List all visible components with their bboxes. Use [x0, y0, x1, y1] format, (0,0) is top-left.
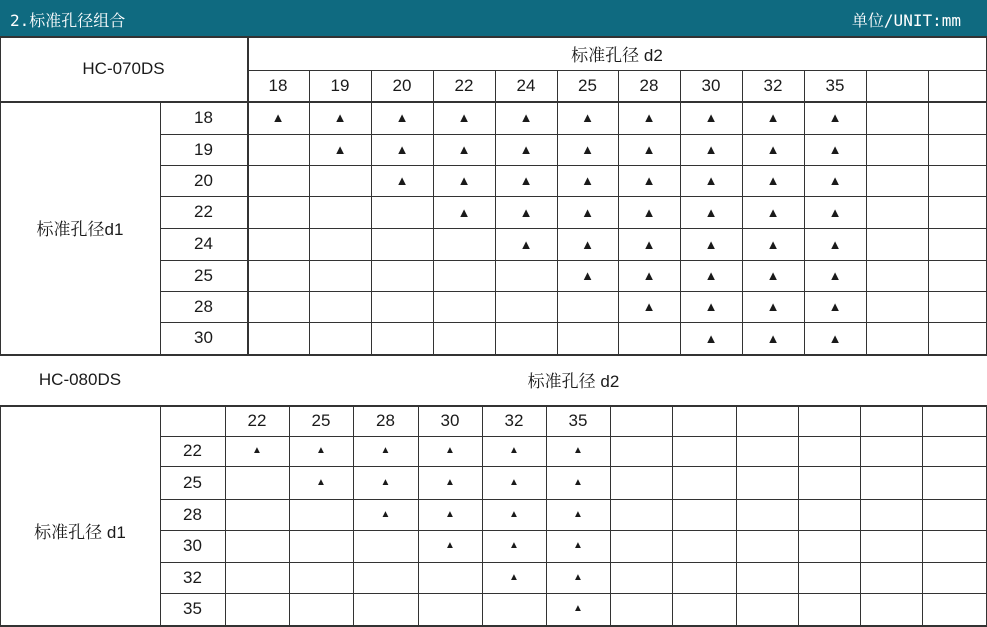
- col-header-d2: 标准孔径 d2: [527, 372, 620, 391]
- grid-line: [672, 405, 673, 625]
- combination-mark: ▲: [457, 142, 471, 157]
- combination-mark: ▲: [509, 445, 519, 456]
- hole-diameter-combination-table: [0, 36, 987, 627]
- combination-mark: ▲: [519, 204, 533, 220]
- combination-mark: ▲: [509, 571, 519, 583]
- d1-value: 20: [194, 170, 213, 190]
- d1-value: 22: [183, 441, 202, 460]
- d2-value: 24: [516, 75, 536, 95]
- combination-mark: ▲: [316, 476, 326, 488]
- combination-mark: ▲: [828, 299, 842, 314]
- combination-mark: ▲: [581, 268, 594, 283]
- combination-mark: ▲: [828, 110, 842, 125]
- combination-mark: ▲: [704, 173, 718, 188]
- d1-value: 18: [194, 107, 213, 127]
- combination-mark: ▲: [519, 236, 533, 252]
- grid-line: [860, 405, 861, 625]
- unit-label: 单位/UNIT:mm: [851, 11, 961, 30]
- grid-line: [928, 70, 929, 354]
- combination-mark: ▲: [573, 445, 583, 456]
- combination-mark: ▲: [642, 236, 656, 252]
- combination-mark: ▲: [581, 110, 594, 125]
- combination-mark: ▲: [642, 173, 656, 188]
- combination-mark: ▲: [380, 508, 391, 520]
- d2-value: 30: [440, 410, 460, 430]
- combination-mark: ▲: [573, 540, 583, 551]
- combination-mark: ▲: [642, 204, 656, 220]
- d2-value: 25: [311, 410, 331, 430]
- combination-mark: ▲: [519, 142, 533, 157]
- combination-mark: ▲: [766, 236, 780, 252]
- d2-value: 35: [825, 75, 845, 95]
- d2-value: 19: [330, 75, 350, 95]
- combination-mark: ▲: [333, 110, 347, 125]
- d2-value: 30: [701, 75, 721, 95]
- d2-value: 28: [376, 410, 395, 430]
- section-title: 2.标准孔径组合: [10, 11, 126, 30]
- combination-mark: ▲: [573, 603, 583, 614]
- combination-mark: ▲: [519, 110, 533, 125]
- d1-value: 28: [183, 504, 202, 524]
- d2-value: 28: [639, 75, 659, 95]
- grid-line: [866, 70, 867, 354]
- combination-mark: ▲: [333, 142, 347, 157]
- d2-value: 22: [247, 410, 267, 430]
- d2-value: 35: [568, 410, 588, 430]
- combination-mark: ▲: [828, 142, 842, 157]
- combination-mark: ▲: [395, 110, 409, 125]
- combination-mark: ▲: [581, 173, 594, 188]
- d1-value: 32: [183, 567, 202, 587]
- combination-mark: ▲: [704, 110, 718, 125]
- d2-value: 32: [763, 75, 783, 95]
- combination-mark: ▲: [395, 173, 409, 188]
- model-label: HC-080DS: [38, 369, 122, 389]
- combination-mark: ▲: [704, 299, 718, 314]
- combination-mark: ▲: [642, 268, 656, 283]
- d2-value: 22: [454, 75, 474, 95]
- combination-mark: ▲: [252, 445, 262, 456]
- combination-mark: ▲: [445, 508, 455, 520]
- d1-value: 22: [194, 202, 213, 221]
- combination-mark: ▲: [509, 540, 519, 551]
- combination-mark: ▲: [445, 540, 455, 551]
- combination-mark: ▲: [457, 204, 471, 220]
- combination-mark: ▲: [380, 476, 391, 488]
- d1-value: 30: [194, 328, 213, 347]
- combination-mark: ▲: [828, 268, 842, 283]
- d2-value: 25: [578, 75, 597, 95]
- combination-mark: ▲: [704, 204, 718, 220]
- combination-mark: ▲: [704, 142, 718, 157]
- combination-mark: ▲: [509, 476, 519, 488]
- combination-mark: ▲: [271, 110, 285, 125]
- d1-value: 25: [194, 265, 213, 285]
- combination-mark: ▲: [766, 204, 780, 220]
- combination-mark: ▲: [766, 330, 780, 346]
- combination-mark: ▲: [828, 173, 842, 188]
- d1-value: 35: [183, 599, 202, 618]
- combination-mark: ▲: [704, 268, 718, 283]
- col-header-d2: 标准孔径 d2: [571, 45, 663, 65]
- section-header: [0, 0, 987, 36]
- combination-mark: ▲: [828, 236, 842, 252]
- combination-mark: ▲: [573, 508, 583, 520]
- combination-mark: ▲: [766, 142, 780, 157]
- combination-mark: ▲: [316, 445, 326, 456]
- combination-mark: ▲: [642, 142, 656, 157]
- d1-value: 24: [194, 234, 213, 253]
- combination-mark: ▲: [581, 236, 594, 252]
- combination-mark: ▲: [704, 330, 718, 346]
- combination-mark: ▲: [573, 571, 583, 583]
- combination-mark: ▲: [766, 173, 780, 188]
- combination-mark: ▲: [766, 299, 780, 314]
- row-header-d1: 标准孔径 d1: [34, 523, 126, 542]
- model-label: HC-070DS: [82, 58, 165, 78]
- grid-line: [736, 405, 737, 625]
- row-header-d1: 标准孔径d1: [36, 220, 124, 239]
- combination-mark: ▲: [581, 204, 594, 220]
- combination-mark: ▲: [828, 204, 842, 220]
- d2-value: 18: [268, 75, 288, 95]
- combination-mark: ▲: [642, 110, 656, 125]
- combination-mark: ▲: [380, 445, 391, 456]
- d2-value: 20: [392, 75, 412, 95]
- combination-mark: ▲: [519, 173, 533, 188]
- d1-value: 30: [183, 536, 202, 555]
- combination-mark: ▲: [445, 445, 455, 456]
- d2-value: 32: [504, 410, 524, 430]
- d1-value: 19: [194, 139, 213, 159]
- d1-value: 28: [194, 296, 213, 316]
- d1-value: 25: [183, 472, 202, 492]
- combination-mark: ▲: [445, 476, 455, 488]
- combination-mark: ▲: [828, 330, 842, 346]
- combination-mark: ▲: [395, 142, 409, 157]
- grid-line: [922, 405, 923, 625]
- combination-mark: ▲: [457, 173, 471, 188]
- combination-mark: ▲: [457, 110, 471, 125]
- grid-line: [798, 405, 799, 625]
- combination-mark: ▲: [581, 142, 594, 157]
- grid-line: [610, 405, 611, 625]
- combination-mark: ▲: [573, 476, 583, 488]
- combination-mark: ▲: [766, 110, 780, 125]
- combination-mark: ▲: [642, 299, 656, 314]
- combination-mark: ▲: [704, 236, 718, 252]
- combination-mark: ▲: [509, 508, 519, 520]
- combination-mark: ▲: [766, 268, 780, 283]
